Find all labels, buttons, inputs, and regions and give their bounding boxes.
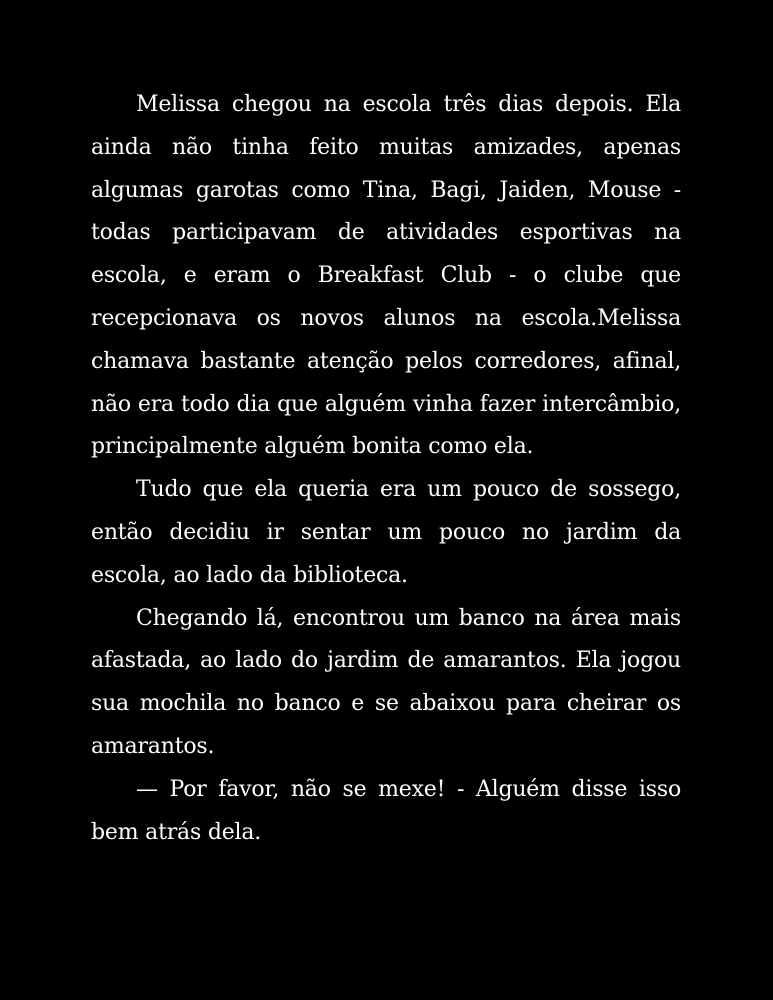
paragraph-4: — Por favor, não se mexe! - Alguém disse isso bem atrás dela. — [91, 776, 681, 845]
paragraph-1: Melissa chegou na escola três dias depois. Ela ainda não tinha feito muitas amizades, apenas algumas garotas como Tina, Bagi, Jaiden, Mouse - todas participavam de atividades esportivas na escola, e eram o Breakfast Club - o clube que recepcionava os novos alunos na escola.Melissa chamava bastante atenção pelos corredores, afinal, não era todo dia que alguém vinha fazer intercâmbio, principalmente alguém bonita como ela. — [91, 92, 681, 460]
document-page — [91, 84, 681, 854]
paragraph-3: Chegando lá, encontrou um banco na área mais afastada, ao lado do jardim de amarantos. Ela jogou sua mochila no banco e se abaixou para cheirar os amarantos. — [91, 605, 681, 759]
paragraph-2: Tudo que ela queria era um pouco de sossego, então decidiu ir sentar um pouco no jardim da escola, ao lado da biblioteca. — [91, 477, 681, 588]
